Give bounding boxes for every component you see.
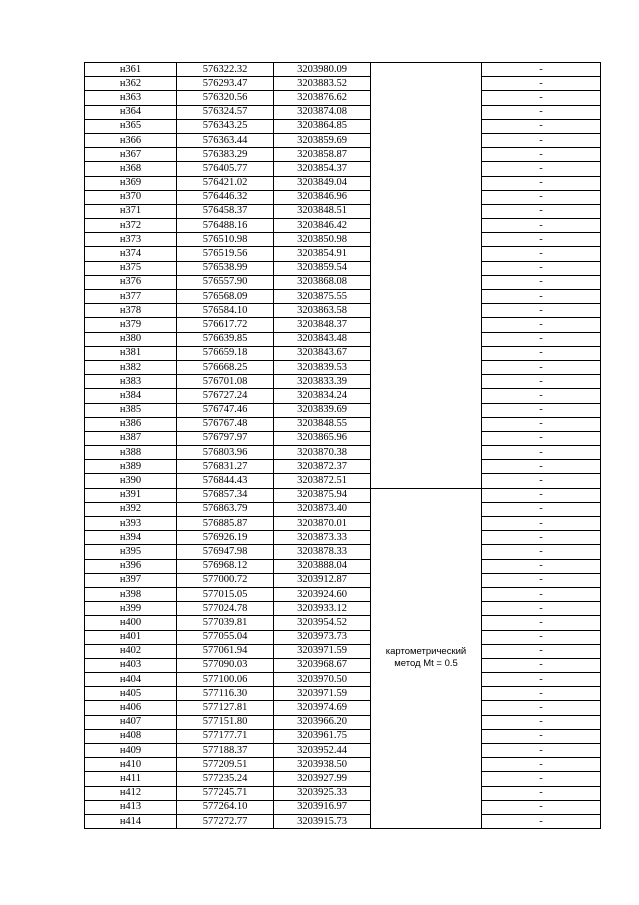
table-row xyxy=(85,772,601,786)
x-coordinate-cell: 576831.27 xyxy=(177,460,274,474)
x-coordinate-cell: 576617.72 xyxy=(177,318,274,332)
x-coordinate-cell: 576857.34 xyxy=(177,488,274,502)
point-name-cell: н370 xyxy=(85,190,177,204)
table-row xyxy=(85,531,601,545)
x-coordinate-cell: 576320.56 xyxy=(177,91,274,105)
y-coordinate-cell: 3203980.09 xyxy=(274,63,371,77)
error-value-cell: - xyxy=(482,290,601,304)
y-coordinate-cell: 3203848.37 xyxy=(274,318,371,332)
x-coordinate-cell: 576324.57 xyxy=(177,105,274,119)
y-coordinate-cell: 3203839.69 xyxy=(274,403,371,417)
point-name-cell: н395 xyxy=(85,545,177,559)
error-value-cell: - xyxy=(482,602,601,616)
error-value-cell: - xyxy=(482,531,601,545)
point-name-cell: н398 xyxy=(85,587,177,601)
y-coordinate-cell: 3203846.42 xyxy=(274,219,371,233)
error-value-cell: - xyxy=(482,673,601,687)
y-coordinate-cell: 3203848.51 xyxy=(274,204,371,218)
x-coordinate-cell: 576803.96 xyxy=(177,446,274,460)
x-coordinate-cell: 576727.24 xyxy=(177,389,274,403)
table-row xyxy=(85,360,601,374)
y-coordinate-cell: 3203888.04 xyxy=(274,559,371,573)
table-row xyxy=(85,701,601,715)
error-value-cell: - xyxy=(482,474,601,488)
y-coordinate-cell: 3203915.73 xyxy=(274,814,371,828)
point-name-cell: н378 xyxy=(85,304,177,318)
y-coordinate-cell: 3203870.38 xyxy=(274,446,371,460)
point-name-cell: н379 xyxy=(85,318,177,332)
x-coordinate-cell: 576767.48 xyxy=(177,417,274,431)
x-coordinate-cell: 577235.24 xyxy=(177,772,274,786)
point-name-cell: н366 xyxy=(85,133,177,147)
y-coordinate-cell: 3203849.04 xyxy=(274,176,371,190)
y-coordinate-cell: 3203912.87 xyxy=(274,573,371,587)
point-name-cell: н403 xyxy=(85,658,177,672)
y-coordinate-cell: 3203854.91 xyxy=(274,247,371,261)
table-row xyxy=(85,162,601,176)
point-name-cell: н393 xyxy=(85,517,177,531)
y-coordinate-cell: 3203859.54 xyxy=(274,261,371,275)
error-value-cell: - xyxy=(482,630,601,644)
method-label-line-2: метод Mt = 0.5 xyxy=(394,658,458,670)
error-value-cell: - xyxy=(482,545,601,559)
table-row xyxy=(85,304,601,318)
error-value-cell: - xyxy=(482,219,601,233)
x-coordinate-cell: 577090.03 xyxy=(177,658,274,672)
error-value-cell: - xyxy=(482,800,601,814)
table-row xyxy=(85,332,601,346)
y-coordinate-cell: 3203971.59 xyxy=(274,644,371,658)
error-value-cell: - xyxy=(482,204,601,218)
x-coordinate-cell: 576363.44 xyxy=(177,133,274,147)
y-coordinate-cell: 3203952.44 xyxy=(274,744,371,758)
table-row xyxy=(85,715,601,729)
point-name-cell: н407 xyxy=(85,715,177,729)
y-coordinate-cell: 3203872.51 xyxy=(274,474,371,488)
error-value-cell: - xyxy=(482,814,601,828)
table-row xyxy=(85,261,601,275)
x-coordinate-cell: 576557.90 xyxy=(177,275,274,289)
table-row xyxy=(85,318,601,332)
table-row xyxy=(85,176,601,190)
x-coordinate-cell: 576668.25 xyxy=(177,360,274,374)
point-name-cell: н372 xyxy=(85,219,177,233)
point-name-cell: н380 xyxy=(85,332,177,346)
point-name-cell: н391 xyxy=(85,488,177,502)
error-value-cell: - xyxy=(482,772,601,786)
point-name-cell: н414 xyxy=(85,814,177,828)
y-coordinate-cell: 3203864.85 xyxy=(274,119,371,133)
point-name-cell: н386 xyxy=(85,417,177,431)
x-coordinate-cell: 577000.72 xyxy=(177,573,274,587)
error-value-cell: - xyxy=(482,91,601,105)
y-coordinate-cell: 3203834.24 xyxy=(274,389,371,403)
table-row xyxy=(85,77,601,91)
x-coordinate-cell: 576844.43 xyxy=(177,474,274,488)
point-name-cell: н368 xyxy=(85,162,177,176)
error-value-cell: - xyxy=(482,403,601,417)
point-name-cell: н365 xyxy=(85,119,177,133)
x-coordinate-cell: 576383.29 xyxy=(177,148,274,162)
y-coordinate-cell: 3203925.33 xyxy=(274,786,371,800)
error-value-cell: - xyxy=(482,758,601,772)
y-coordinate-cell: 3203875.55 xyxy=(274,290,371,304)
table-row xyxy=(85,800,601,814)
table-row xyxy=(85,644,601,658)
y-coordinate-cell: 3203872.37 xyxy=(274,460,371,474)
error-value-cell: - xyxy=(482,389,601,403)
x-coordinate-cell: 577015.05 xyxy=(177,587,274,601)
point-name-cell: н408 xyxy=(85,729,177,743)
x-coordinate-cell: 576747.46 xyxy=(177,403,274,417)
point-name-cell: н387 xyxy=(85,431,177,445)
y-coordinate-cell: 3203971.59 xyxy=(274,687,371,701)
point-name-cell: н374 xyxy=(85,247,177,261)
point-name-cell: н373 xyxy=(85,233,177,247)
error-value-cell: - xyxy=(482,148,601,162)
error-value-cell: - xyxy=(482,119,601,133)
y-coordinate-cell: 3203848.55 xyxy=(274,417,371,431)
x-coordinate-cell: 576421.02 xyxy=(177,176,274,190)
y-coordinate-cell: 3203970.50 xyxy=(274,673,371,687)
x-coordinate-cell: 577055.04 xyxy=(177,630,274,644)
table-row xyxy=(85,247,601,261)
table-row xyxy=(85,389,601,403)
point-name-cell: н394 xyxy=(85,531,177,545)
point-name-cell: н383 xyxy=(85,375,177,389)
error-value-cell: - xyxy=(482,446,601,460)
method-cell-group-2 xyxy=(371,488,482,829)
x-coordinate-cell: 576519.56 xyxy=(177,247,274,261)
x-coordinate-cell: 576343.25 xyxy=(177,119,274,133)
point-name-cell: н389 xyxy=(85,460,177,474)
x-coordinate-cell: 576701.08 xyxy=(177,375,274,389)
table-row xyxy=(85,460,601,474)
error-value-cell: - xyxy=(482,616,601,630)
point-name-cell: н371 xyxy=(85,204,177,218)
table-row xyxy=(85,587,601,601)
y-coordinate-cell: 3203843.67 xyxy=(274,346,371,360)
table-row xyxy=(85,119,601,133)
x-coordinate-cell: 576568.09 xyxy=(177,290,274,304)
point-name-cell: н397 xyxy=(85,573,177,587)
error-value-cell: - xyxy=(482,233,601,247)
y-coordinate-cell: 3203878.33 xyxy=(274,545,371,559)
error-value-cell: - xyxy=(482,275,601,289)
error-value-cell: - xyxy=(482,517,601,531)
error-value-cell: - xyxy=(482,77,601,91)
point-name-cell: н375 xyxy=(85,261,177,275)
error-value-cell: - xyxy=(482,573,601,587)
point-name-cell: н364 xyxy=(85,105,177,119)
y-coordinate-cell: 3203850.98 xyxy=(274,233,371,247)
point-name-cell: н413 xyxy=(85,800,177,814)
x-coordinate-cell: 576926.19 xyxy=(177,531,274,545)
table-row xyxy=(85,233,601,247)
x-coordinate-cell: 577264.10 xyxy=(177,800,274,814)
table-row xyxy=(85,275,601,289)
x-coordinate-cell: 577209.51 xyxy=(177,758,274,772)
table-row xyxy=(85,375,601,389)
table-row xyxy=(85,545,601,559)
y-coordinate-cell: 3203968.67 xyxy=(274,658,371,672)
table-row xyxy=(85,290,601,304)
x-coordinate-cell: 577151.80 xyxy=(177,715,274,729)
x-coordinate-cell: 577039.81 xyxy=(177,616,274,630)
table-row xyxy=(85,204,601,218)
point-name-cell: н363 xyxy=(85,91,177,105)
y-coordinate-cell: 3203854.37 xyxy=(274,162,371,176)
point-name-cell: н392 xyxy=(85,502,177,516)
error-value-cell: - xyxy=(482,375,601,389)
point-name-cell: н369 xyxy=(85,176,177,190)
table-row xyxy=(85,758,601,772)
point-name-cell: н382 xyxy=(85,360,177,374)
y-coordinate-cell: 3203933.12 xyxy=(274,602,371,616)
table-row xyxy=(85,63,601,77)
y-coordinate-cell: 3203875.94 xyxy=(274,488,371,502)
point-name-cell: н400 xyxy=(85,616,177,630)
error-value-cell: - xyxy=(482,417,601,431)
error-value-cell: - xyxy=(482,346,601,360)
table-row xyxy=(85,814,601,828)
x-coordinate-cell: 576458.37 xyxy=(177,204,274,218)
y-coordinate-cell: 3203974.69 xyxy=(274,701,371,715)
x-coordinate-cell: 576293.47 xyxy=(177,77,274,91)
x-coordinate-cell: 577024.78 xyxy=(177,602,274,616)
y-coordinate-cell: 3203873.40 xyxy=(274,502,371,516)
y-coordinate-cell: 3203883.52 xyxy=(274,77,371,91)
y-coordinate-cell: 3203843.48 xyxy=(274,332,371,346)
table-row xyxy=(85,346,601,360)
y-coordinate-cell: 3203938.50 xyxy=(274,758,371,772)
error-value-cell: - xyxy=(482,687,601,701)
error-value-cell: - xyxy=(482,587,601,601)
y-coordinate-cell: 3203859.69 xyxy=(274,133,371,147)
y-coordinate-cell: 3203961.75 xyxy=(274,729,371,743)
error-value-cell: - xyxy=(482,176,601,190)
x-coordinate-cell: 576488.16 xyxy=(177,219,274,233)
error-value-cell: - xyxy=(482,304,601,318)
point-name-cell: н361 xyxy=(85,63,177,77)
x-coordinate-cell: 577245.71 xyxy=(177,786,274,800)
error-value-cell: - xyxy=(482,63,601,77)
x-coordinate-cell: 576797.97 xyxy=(177,431,274,445)
table-row xyxy=(85,602,601,616)
x-coordinate-cell: 576659.18 xyxy=(177,346,274,360)
table-row xyxy=(85,446,601,460)
y-coordinate-cell: 3203876.62 xyxy=(274,91,371,105)
error-value-cell: - xyxy=(482,318,601,332)
error-value-cell: - xyxy=(482,786,601,800)
table-row xyxy=(85,517,601,531)
point-name-cell: н381 xyxy=(85,346,177,360)
y-coordinate-cell: 3203868.08 xyxy=(274,275,371,289)
point-name-cell: н388 xyxy=(85,446,177,460)
table-row xyxy=(85,474,601,488)
x-coordinate-cell: 576584.10 xyxy=(177,304,274,318)
table-row xyxy=(85,658,601,672)
error-value-cell: - xyxy=(482,502,601,516)
point-name-cell: н406 xyxy=(85,701,177,715)
point-name-cell: н385 xyxy=(85,403,177,417)
error-value-cell: - xyxy=(482,332,601,346)
coordinates-table xyxy=(84,62,601,829)
y-coordinate-cell: 3203954.52 xyxy=(274,616,371,630)
table-row xyxy=(85,616,601,630)
table-row xyxy=(85,431,601,445)
x-coordinate-cell: 576968.12 xyxy=(177,559,274,573)
y-coordinate-cell: 3203846.96 xyxy=(274,190,371,204)
table-row xyxy=(85,744,601,758)
y-coordinate-cell: 3203858.87 xyxy=(274,148,371,162)
y-coordinate-cell: 3203874.08 xyxy=(274,105,371,119)
x-coordinate-cell: 577188.37 xyxy=(177,744,274,758)
y-coordinate-cell: 3203924.60 xyxy=(274,587,371,601)
x-coordinate-cell: 576510.98 xyxy=(177,233,274,247)
x-coordinate-cell: 576885.87 xyxy=(177,517,274,531)
table-row xyxy=(85,133,601,147)
y-coordinate-cell: 3203916.97 xyxy=(274,800,371,814)
x-coordinate-cell: 577127.81 xyxy=(177,701,274,715)
point-name-cell: н396 xyxy=(85,559,177,573)
error-value-cell: - xyxy=(482,190,601,204)
method-label-line-1: картометрический xyxy=(385,646,467,658)
table-row xyxy=(85,219,601,233)
x-coordinate-cell: 576947.98 xyxy=(177,545,274,559)
table-row xyxy=(85,488,601,502)
table-row xyxy=(85,105,601,119)
table-row xyxy=(85,559,601,573)
error-value-cell: - xyxy=(482,133,601,147)
point-name-cell: н377 xyxy=(85,290,177,304)
y-coordinate-cell: 3203927.99 xyxy=(274,772,371,786)
y-coordinate-cell: 3203865.96 xyxy=(274,431,371,445)
x-coordinate-cell: 576863.79 xyxy=(177,502,274,516)
error-value-cell: - xyxy=(482,460,601,474)
error-value-cell: - xyxy=(482,488,601,502)
x-coordinate-cell: 577272.77 xyxy=(177,814,274,828)
point-name-cell: н362 xyxy=(85,77,177,91)
table-row xyxy=(85,148,601,162)
error-value-cell: - xyxy=(482,744,601,758)
error-value-cell: - xyxy=(482,247,601,261)
y-coordinate-cell: 3203966.20 xyxy=(274,715,371,729)
table-row xyxy=(85,729,601,743)
point-name-cell: н410 xyxy=(85,758,177,772)
point-name-cell: н399 xyxy=(85,602,177,616)
point-name-cell: н367 xyxy=(85,148,177,162)
point-name-cell: н409 xyxy=(85,744,177,758)
table-row xyxy=(85,403,601,417)
y-coordinate-cell: 3203870.01 xyxy=(274,517,371,531)
table-row xyxy=(85,630,601,644)
y-coordinate-cell: 3203839.53 xyxy=(274,360,371,374)
table-row xyxy=(85,786,601,800)
point-name-cell: н376 xyxy=(85,275,177,289)
x-coordinate-cell: 577177.71 xyxy=(177,729,274,743)
x-coordinate-cell: 576538.99 xyxy=(177,261,274,275)
point-name-cell: н404 xyxy=(85,673,177,687)
table-row xyxy=(85,502,601,516)
y-coordinate-cell: 3203973.73 xyxy=(274,630,371,644)
point-name-cell: н405 xyxy=(85,687,177,701)
x-coordinate-cell: 577116.30 xyxy=(177,687,274,701)
x-coordinate-cell: 577061.94 xyxy=(177,644,274,658)
x-coordinate-cell: 576405.77 xyxy=(177,162,274,176)
table-row xyxy=(85,91,601,105)
point-name-cell: н412 xyxy=(85,786,177,800)
table-row xyxy=(85,687,601,701)
error-value-cell: - xyxy=(482,644,601,658)
y-coordinate-cell: 3203873.33 xyxy=(274,531,371,545)
table-row xyxy=(85,190,601,204)
error-value-cell: - xyxy=(482,105,601,119)
x-coordinate-cell: 576322.32 xyxy=(177,63,274,77)
table-row xyxy=(85,673,601,687)
table-row xyxy=(85,417,601,431)
point-name-cell: н402 xyxy=(85,644,177,658)
error-value-cell: - xyxy=(482,431,601,445)
point-name-cell: н411 xyxy=(85,772,177,786)
method-cell-group-1 xyxy=(371,63,482,489)
error-value-cell: - xyxy=(482,701,601,715)
x-coordinate-cell: 576639.85 xyxy=(177,332,274,346)
table-row xyxy=(85,573,601,587)
point-name-cell: н384 xyxy=(85,389,177,403)
error-value-cell: - xyxy=(482,559,601,573)
error-value-cell: - xyxy=(482,360,601,374)
error-value-cell: - xyxy=(482,658,601,672)
point-name-cell: н390 xyxy=(85,474,177,488)
y-coordinate-cell: 3203863.58 xyxy=(274,304,371,318)
x-coordinate-cell: 577100.06 xyxy=(177,673,274,687)
x-coordinate-cell: 576446.32 xyxy=(177,190,274,204)
error-value-cell: - xyxy=(482,162,601,176)
error-value-cell: - xyxy=(482,715,601,729)
point-name-cell: н401 xyxy=(85,630,177,644)
coordinates-table-body xyxy=(85,63,601,829)
error-value-cell: - xyxy=(482,261,601,275)
error-value-cell: - xyxy=(482,729,601,743)
y-coordinate-cell: 3203833.39 xyxy=(274,375,371,389)
